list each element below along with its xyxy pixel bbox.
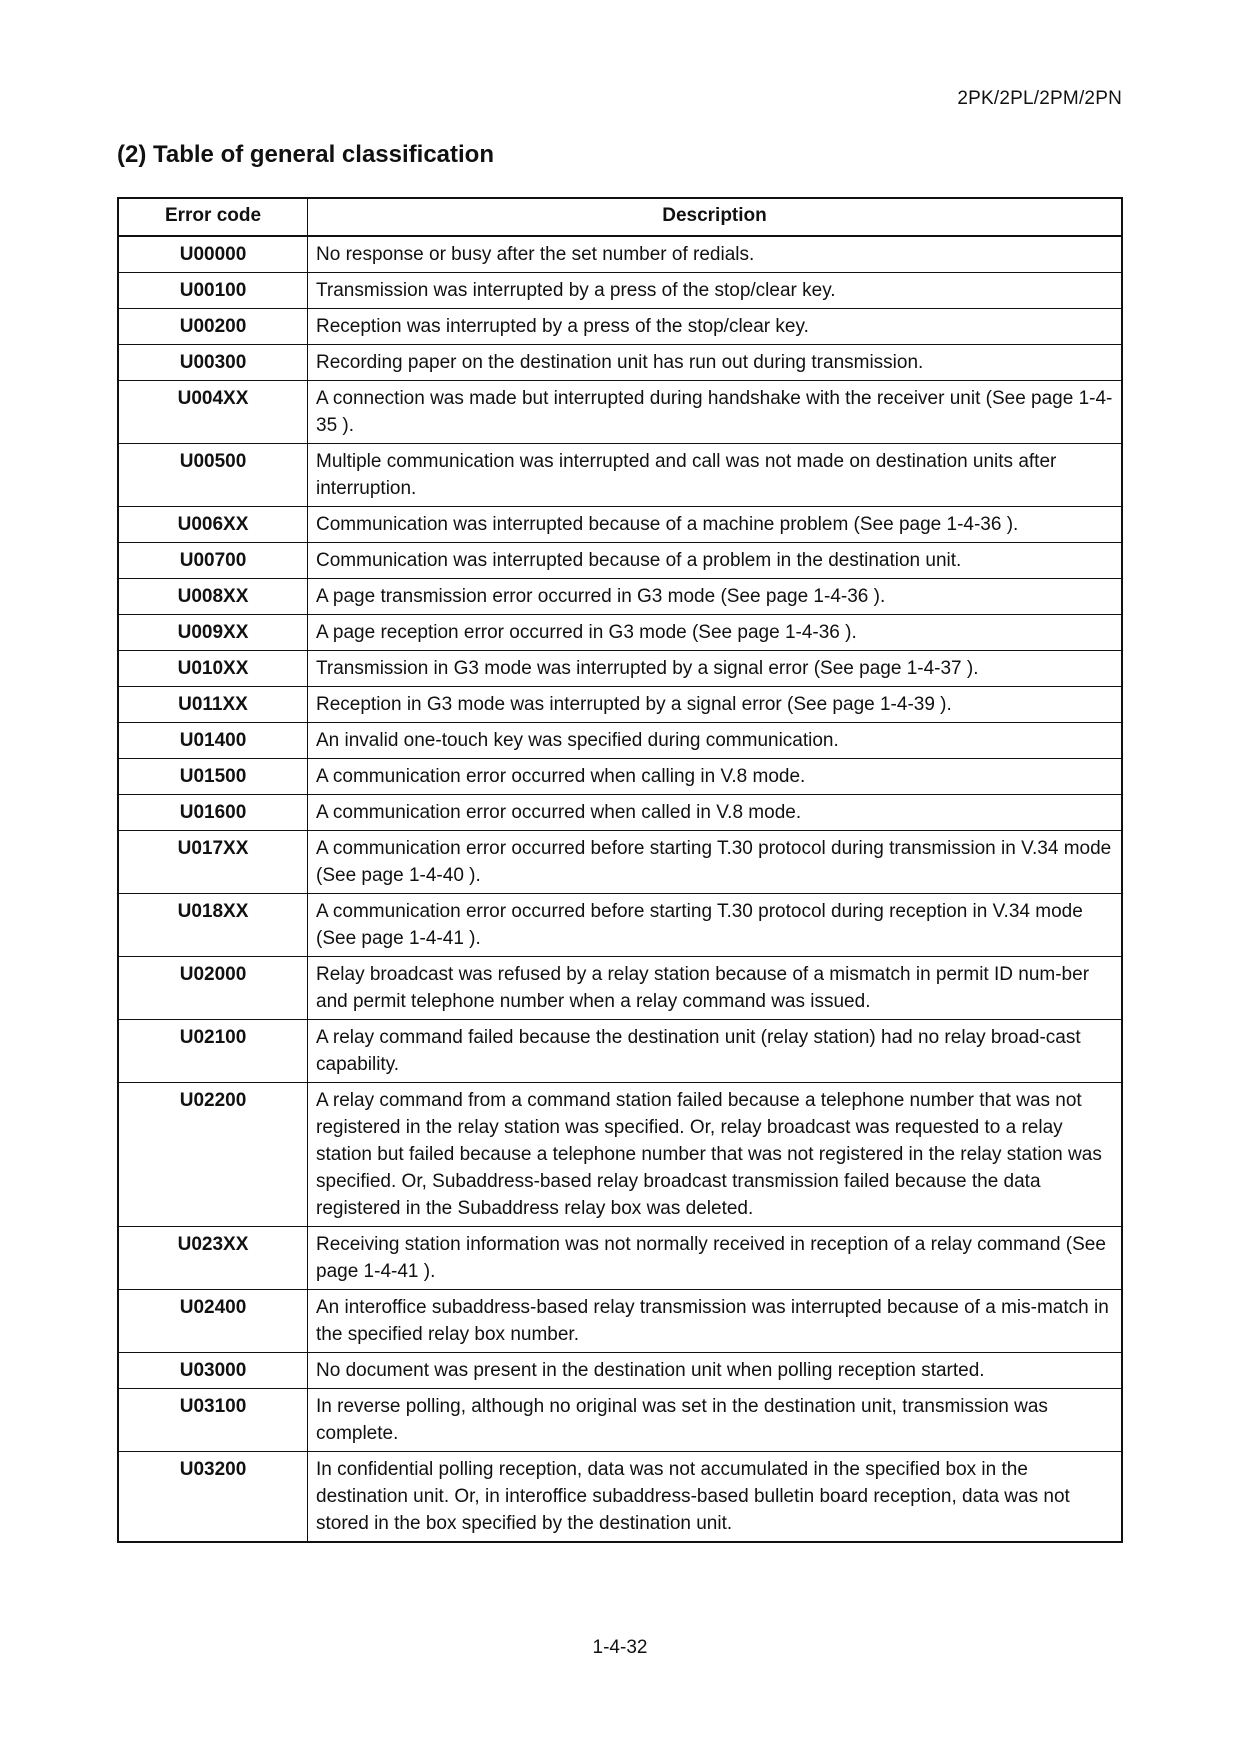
page-number: 1-4-32	[592, 1637, 648, 1658]
error-code-cell: U00500	[118, 444, 308, 507]
error-code-cell: U00000	[118, 236, 308, 273]
table-row	[118, 1452, 1122, 1543]
error-classification-table	[117, 197, 1123, 1543]
table-row	[118, 543, 1122, 579]
description-cell: A communication error occurred when calling in V.8 mode.	[308, 759, 1123, 795]
table-row	[118, 1389, 1122, 1452]
table-row	[118, 444, 1122, 507]
description-cell: A communication error occurred when called in V.8 mode.	[308, 795, 1123, 831]
error-code-cell: U008XX	[118, 579, 308, 615]
error-code-cell: U01500	[118, 759, 308, 795]
error-code-cell: U00700	[118, 543, 308, 579]
error-code-cell: U011XX	[118, 687, 308, 723]
error-code-cell: U009XX	[118, 615, 308, 651]
description-cell: An interoffice subaddress-based relay transmission was interrupted because of a mis-match in the specified relay box number.	[308, 1290, 1123, 1353]
table-row	[118, 723, 1122, 759]
description-cell: A relay command failed because the destination unit (relay station) had no relay broad-cast capability.	[308, 1020, 1123, 1083]
description-cell: Multiple communication was interrupted and call was not made on destination units after interruption.	[308, 444, 1123, 507]
description-cell: A relay command from a command station failed because a telephone number that was not registered in the relay station was specified. Or, relay broadcast was requested to a relay station but failed because a telephone number that was not registered in the relay station was specified. Or, Subaddress-based relay broadcast transmission failed because the data registered in the Subaddress relay box was deleted.	[308, 1083, 1123, 1227]
error-code-cell: U017XX	[118, 831, 308, 894]
description-cell: Recording paper on the destination unit has run out during transmission.	[308, 345, 1123, 381]
header-row	[118, 198, 1122, 236]
error-code-cell: U02400	[118, 1290, 308, 1353]
table-body	[118, 236, 1122, 1542]
description-cell: Reception was interrupted by a press of the stop/clear key.	[308, 309, 1123, 345]
table-row	[118, 1353, 1122, 1389]
table-row	[118, 507, 1122, 543]
description-cell: Relay broadcast was refused by a relay station because of a mismatch in permit ID num-ber and permit telephone number when a relay command was issued.	[308, 957, 1123, 1020]
table-row	[118, 615, 1122, 651]
description-cell: An invalid one-touch key was specified during communication.	[308, 723, 1123, 759]
table-row	[118, 795, 1122, 831]
error-code-cell: U00100	[118, 273, 308, 309]
description-cell: In confidential polling reception, data was not accumulated in the specified box in the destination unit. Or, in interoffice subaddress-based bulletin board reception, data was not stored in the box specified by the destination unit.	[308, 1452, 1123, 1543]
table-row	[118, 831, 1122, 894]
description-cell: In reverse polling, although no original was set in the destination unit, transmission was complete.	[308, 1389, 1123, 1452]
error-code-cell: U023XX	[118, 1227, 308, 1290]
column-header-error-code: Error code	[118, 198, 308, 236]
error-code-cell: U018XX	[118, 894, 308, 957]
description-cell: Transmission in G3 mode was interrupted by a signal error (See page 1-4-37 ).	[308, 651, 1123, 687]
description-cell: A communication error occurred before starting T.30 protocol during transmission in V.34 mode (See page 1-4-40 ).	[308, 831, 1123, 894]
table-row	[118, 651, 1122, 687]
document-code: 2PK/2PL/2PM/2PN	[957, 88, 1122, 109]
table-header	[118, 198, 1122, 236]
table-row	[118, 1083, 1122, 1227]
error-code-cell: U03200	[118, 1452, 308, 1543]
description-cell: A page reception error occurred in G3 mode (See page 1-4-36 ).	[308, 615, 1123, 651]
table-row	[118, 759, 1122, 795]
section-title: (2) Table of general classification	[117, 141, 494, 168]
error-code-cell: U02100	[118, 1020, 308, 1083]
table-row	[118, 309, 1122, 345]
description-cell: Receiving station information was not normally received in reception of a relay command (See page 1-4-41 ).	[308, 1227, 1123, 1290]
error-code-cell: U01400	[118, 723, 308, 759]
table-row	[118, 957, 1122, 1020]
error-code-cell: U02200	[118, 1083, 308, 1227]
table-row	[118, 273, 1122, 309]
table-row	[118, 1227, 1122, 1290]
table-row	[118, 345, 1122, 381]
table-row	[118, 1020, 1122, 1083]
table-row	[118, 894, 1122, 957]
description-cell: Transmission was interrupted by a press of the stop/clear key.	[308, 273, 1123, 309]
error-code-cell: U004XX	[118, 381, 308, 444]
description-cell: A communication error occurred before starting T.30 protocol during reception in V.34 mode (See page 1-4-41 ).	[308, 894, 1123, 957]
table-row	[118, 579, 1122, 615]
description-cell: No response or busy after the set number of redials.	[308, 236, 1123, 273]
table-row	[118, 1290, 1122, 1353]
error-code-cell: U010XX	[118, 651, 308, 687]
error-code-cell: U02000	[118, 957, 308, 1020]
table-row	[118, 236, 1122, 273]
table-row	[118, 381, 1122, 444]
description-cell: Communication was interrupted because of a problem in the destination unit.	[308, 543, 1123, 579]
error-code-cell: U03000	[118, 1353, 308, 1389]
description-cell: Communication was interrupted because of a machine problem (See page 1-4-36 ).	[308, 507, 1123, 543]
error-code-cell: U006XX	[118, 507, 308, 543]
table-row	[118, 687, 1122, 723]
error-code-cell: U03100	[118, 1389, 308, 1452]
error-code-cell: U01600	[118, 795, 308, 831]
description-cell: A page transmission error occurred in G3 mode (See page 1-4-36 ).	[308, 579, 1123, 615]
description-cell: A connection was made but interrupted during handshake with the receiver unit (See page 1-4-35 ).	[308, 381, 1123, 444]
error-code-cell: U00300	[118, 345, 308, 381]
column-header-description: Description	[308, 198, 1123, 236]
description-cell: No document was present in the destination unit when polling reception started.	[308, 1353, 1123, 1389]
description-cell: Reception in G3 mode was interrupted by a signal error (See page 1-4-39 ).	[308, 687, 1123, 723]
error-code-cell: U00200	[118, 309, 308, 345]
